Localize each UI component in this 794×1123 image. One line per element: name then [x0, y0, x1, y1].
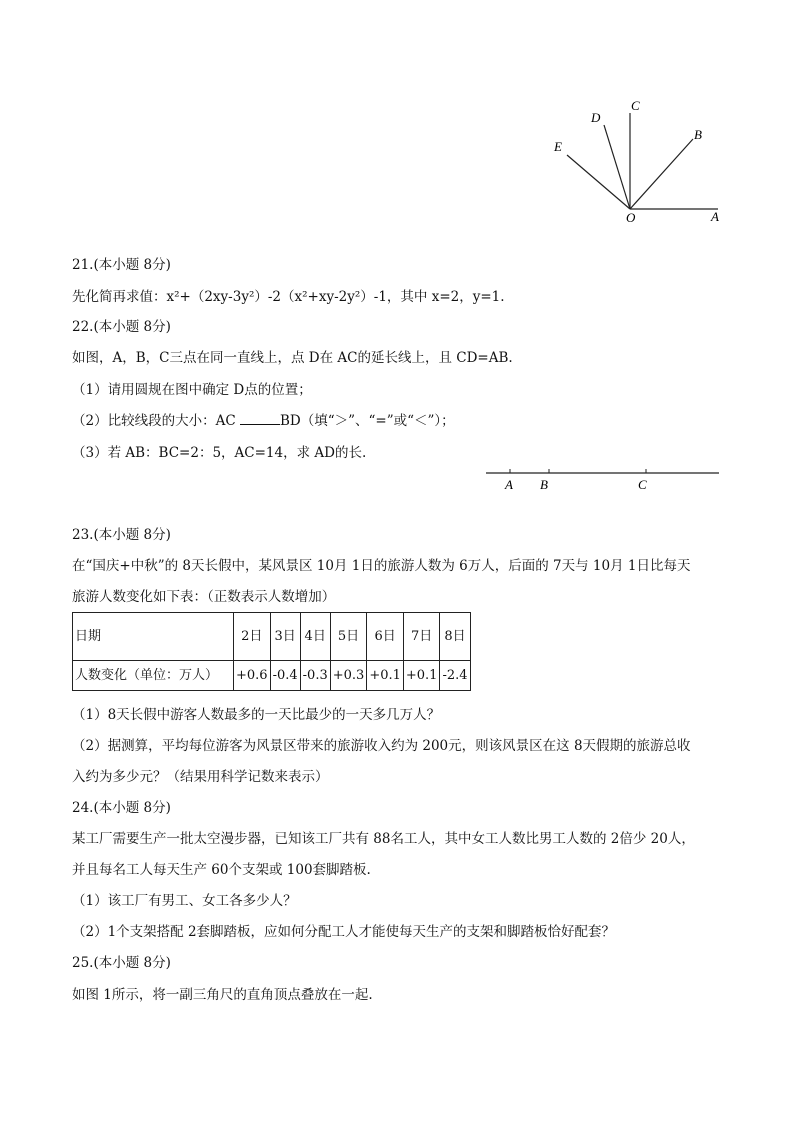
label-o: O	[626, 210, 636, 225]
q22-part2-before-blank: （2）比较线段的大小：AC	[72, 413, 236, 429]
q24-line1: 某工厂需要生产一批太空漫步器，已知该工厂共有 88名工人，其中女工人数比男工人数的 2倍少 20人，	[72, 831, 695, 847]
q22-intro: 如图，A，B，C三点在同一直线上，点 D在 AC的延长线上，且 CD=AB.	[72, 350, 513, 366]
date-cell: 8日	[440, 613, 470, 661]
change-cell: +0.1	[403, 661, 440, 691]
change-cell: +0.1	[367, 661, 404, 691]
table-row-dates	[73, 613, 471, 661]
answer-blank[interactable]	[240, 412, 280, 425]
q21-text: 先化简再求值：x²+（2xy-3y²）-2（x²+xy-2y²）-1，其中 x=2，y=1.	[72, 289, 505, 305]
q24-part2: （2）1个支架搭配 2套脚踏板，应如何分配工人才能使每天生产的支架和脚踏板恰好配套？	[72, 924, 616, 940]
label-a: A	[711, 209, 719, 224]
q23-part1: （1）8天长假中游客人数最多的一天比最少的一天多几万人？	[72, 707, 441, 723]
date-cell: 3日	[270, 613, 300, 661]
change-header-cell: 人数变化（单位：万人）	[73, 661, 234, 691]
q23-header: 23.(本小题 8分)	[72, 527, 171, 543]
q23-part2-line2: 入约为多少元？（结果用科学记数来表示）	[72, 769, 329, 785]
ray-od	[604, 125, 630, 209]
date-cell: 4日	[300, 613, 330, 661]
q24-header: 24.(本小题 8分)	[72, 800, 171, 816]
date-cell: 2日	[234, 613, 271, 661]
q22-part2	[72, 412, 455, 430]
change-cell: +0.6	[234, 661, 271, 691]
q23-part2-line1: （2）据测算，平均每位游客为风景区带来的旅游收入约为 200元，则该风景区在这 8天假期的旅游总收	[72, 738, 691, 754]
change-cell: +0.3	[330, 661, 367, 691]
change-cell: -0.3	[300, 661, 330, 691]
q22-part2-after-blank: BD（填“＞”、“=”或“＜”）；	[279, 413, 455, 429]
q22-part3: （3）若 AB：BC=2：5，AC=14，求 AD的长.	[72, 445, 367, 461]
label-c: C	[631, 98, 640, 113]
q24-line2: 并且每名工人每天生产 60个支架或 100套脚踏板.	[72, 862, 371, 878]
date-cell: 5日	[330, 613, 367, 661]
q21-header: 21.(本小题 8分)	[72, 257, 171, 273]
label-d: D	[591, 110, 601, 125]
visitor-change-table	[72, 612, 471, 691]
date-header-cell: 日期	[73, 613, 234, 661]
label-e: E	[554, 139, 562, 154]
point-a-label: A	[505, 477, 513, 492]
q23-line1: 在“国庆+中秋”的 8天长假中，某风景区 10月 1日的旅游人数为 6万人，后面的 7天与 10月 1日比每天	[72, 558, 691, 574]
ray-ob	[630, 139, 693, 209]
segment-figure	[480, 462, 725, 494]
q22-header: 22.(本小题 8分)	[72, 319, 171, 335]
change-cell: -2.4	[440, 661, 470, 691]
ray-oe	[567, 155, 630, 209]
q25-header: 25.(本小题 8分)	[72, 955, 171, 971]
q25-line1: 如图 1所示，将一副三角尺的直角顶点叠放在一起.	[72, 987, 373, 1003]
q23-line2: 旅游人数变化如下表：（正数表示人数增加）	[72, 589, 336, 605]
angle-figure	[540, 95, 740, 230]
point-b-label: B	[540, 477, 548, 492]
change-cell: -0.4	[270, 661, 300, 691]
q22-part1: （1）请用圆规在图中确定 D点的位置；	[72, 382, 312, 398]
date-cell: 7日	[403, 613, 440, 661]
date-cell: 6日	[367, 613, 404, 661]
label-b: B	[694, 127, 702, 142]
point-c-label: C	[638, 477, 647, 492]
q24-part1: （1）该工厂有男工、女工各多少人？	[72, 893, 297, 909]
table-row-changes	[73, 661, 471, 691]
